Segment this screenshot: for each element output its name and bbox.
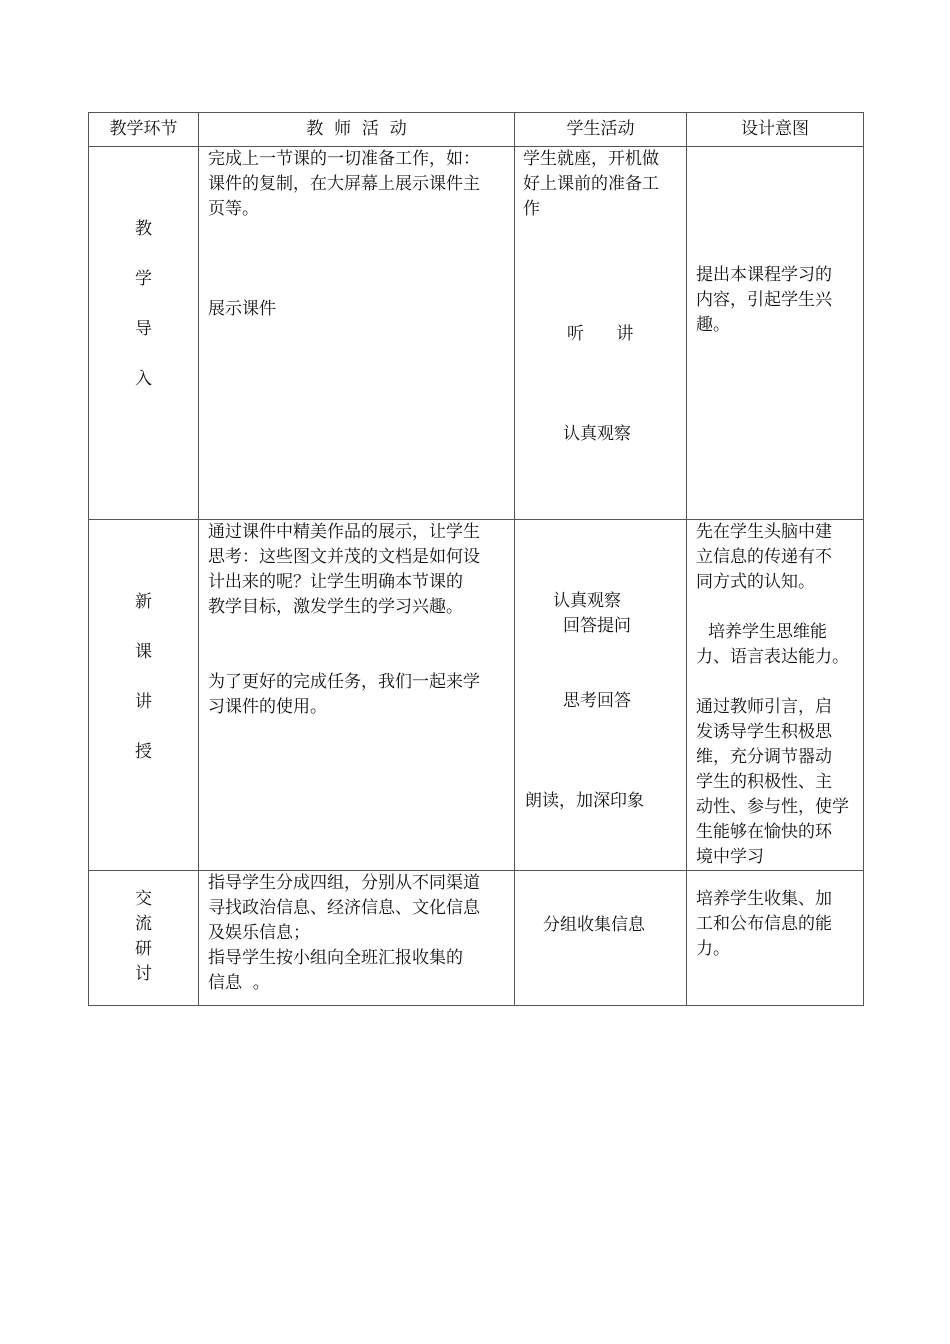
text-line: 教学目标，激发学生的学习兴趣。 (208, 597, 463, 617)
text-line: 工和公布信息的能 (696, 914, 832, 934)
design-intent-cell (687, 147, 864, 520)
stage-cell (89, 520, 199, 871)
header-stage: 教学环节 (89, 113, 199, 147)
text-line: 展示课件 (208, 299, 276, 319)
text-line: 学生的积极性、主 (696, 772, 832, 792)
text-line: 思考：这些图文并茂的文档是如何设 (208, 547, 480, 567)
text-line: 完成上一节课的一切准备工作，如： (208, 149, 480, 169)
text-line: 及娱乐信息； (208, 923, 310, 943)
text-line: 境中学习 (696, 847, 764, 867)
text-line: 生能够在愉快的环 (696, 822, 832, 842)
header-design-intent: 设计意图 (687, 113, 864, 147)
teacher-activity-cell (199, 147, 515, 520)
stage-char: 讨 (135, 964, 152, 984)
text-line: 通过课件中精美作品的展示，让学生 (208, 522, 480, 542)
text-line: 指导学生分成四组，分别从不同渠道 (208, 873, 480, 893)
text-line: 内容，引起学生兴 (696, 290, 832, 310)
text-line: 计出来的呢？让学生明确本节课的 (208, 572, 463, 592)
text-line: 先在学生头脑中建 (696, 522, 832, 542)
text-line: 力、语言表达能力。 (696, 647, 849, 667)
text-line: 好上课前的准备工 (523, 174, 659, 194)
stage-char: 课 (135, 642, 152, 662)
teacher-activity-cell (199, 871, 515, 1006)
text-line: 学生就座，开机做 (523, 149, 659, 169)
student-activity-cell (515, 147, 687, 520)
header-student-activity: 学生活动 (515, 113, 687, 147)
stage-char: 研 (135, 939, 152, 959)
text-line: 信息 。 (208, 973, 270, 993)
text-line: 培养学生收集、加 (696, 889, 832, 909)
table-row (89, 147, 864, 520)
table-row (89, 871, 864, 1006)
teacher-activity-cell (199, 520, 515, 871)
text-line: 力。 (696, 939, 730, 959)
text-line: 发诱导学生积极思 (696, 722, 832, 742)
text-line: 朗读，加深印象 (525, 791, 644, 811)
student-activity-cell (515, 871, 687, 1006)
design-intent-cell (687, 871, 864, 1006)
text-line: 同方式的认知。 (696, 572, 815, 592)
text-line: 趣。 (696, 315, 730, 335)
stage-char: 讲 (135, 692, 152, 712)
text-line: 通过教师引言，启 (696, 697, 832, 717)
text-line: 培养学生思维能 (708, 622, 827, 642)
text-line: 认真观察 (553, 591, 621, 611)
stage-char: 新 (135, 592, 152, 612)
text-line: 维，充分调节器动 (696, 747, 832, 767)
stage-char: 流 (135, 914, 152, 934)
text-line: 指导学生按小组向全班汇报收集的 (208, 948, 463, 968)
text-line: 立信息的传递有不 (696, 547, 832, 567)
stage-char: 交 (135, 889, 152, 909)
stage-char: 导 (135, 319, 152, 339)
lesson-plan-table (88, 112, 864, 1006)
stage-char: 入 (135, 369, 152, 389)
design-intent-cell (687, 520, 864, 871)
stage-char: 学 (135, 269, 152, 289)
text-line: 认真观察 (563, 424, 631, 444)
text-line: 习课件的使用。 (208, 697, 327, 717)
stage-char: 授 (135, 742, 152, 762)
stage-cell (89, 147, 199, 520)
stage-char: 教 (135, 219, 152, 239)
text-line: 寻找政治信息、经济信息、文化信息 (208, 898, 480, 918)
text-line: 听 讲 (567, 324, 634, 344)
text-line: 分组收集信息 (543, 915, 645, 935)
text-line: 课件的复制，在大屏幕上展示课件主 (208, 174, 480, 194)
header-teacher-activity: 教 师 活 动 (199, 113, 515, 147)
table-row (89, 520, 864, 871)
stage-cell (89, 871, 199, 1006)
student-activity-cell (515, 520, 687, 871)
text-line: 动性、参与性，使学 (696, 797, 849, 817)
text-line: 回答提问 (563, 616, 631, 636)
text-line: 作 (523, 199, 540, 219)
header-row (89, 113, 864, 147)
text-line: 提出本课程学习的 (696, 265, 832, 285)
text-line: 为了更好的完成任务，我们一起来学 (208, 672, 480, 692)
text-line: 页等。 (208, 199, 259, 219)
text-line: 思考回答 (563, 691, 631, 711)
